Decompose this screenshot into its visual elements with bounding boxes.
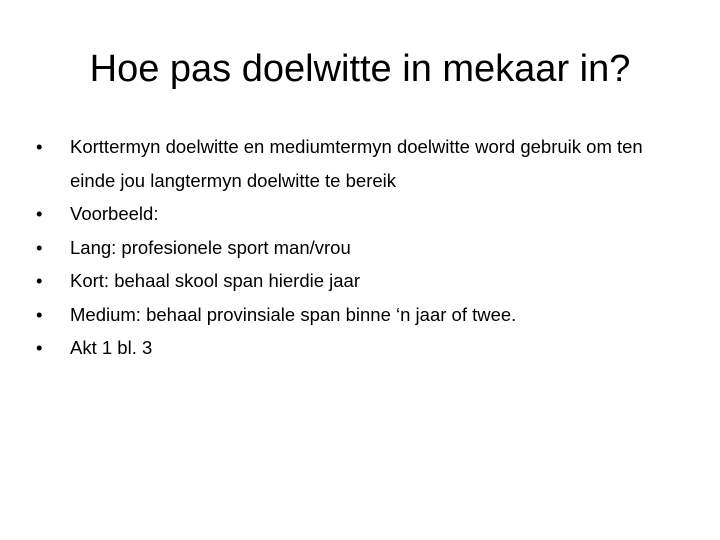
bullet-icon: • <box>36 203 43 224</box>
bullet-text: Akt 1 bl. 3 <box>70 337 153 358</box>
bullet-list <box>36 130 676 365</box>
bullet-icon: • <box>36 236 43 258</box>
bullet-text: Kort: behaal skool span hierdie jaar <box>70 270 361 291</box>
list-item <box>36 264 676 298</box>
list-item <box>36 331 676 365</box>
list-item <box>36 130 676 197</box>
bullet-icon: • <box>36 337 43 358</box>
bullet-icon: • <box>36 303 43 325</box>
bullet-text: Lang: profesionele sport man/vrou <box>70 236 351 258</box>
list-item <box>36 231 676 265</box>
bullet-text: Korttermyn doelwitte en mediumtermyn doelwitte word gebruik om ten einde jou langtermyn doelwitte te bereik <box>70 136 643 191</box>
slide-title: Hoe pas doelwitte in mekaar in? <box>89 48 631 90</box>
list-item <box>36 298 676 332</box>
bullet-text: Voorbeeld: <box>70 203 159 224</box>
bullet-icon: • <box>36 136 43 157</box>
bullet-text: Medium: behaal provinsiale span binne ‘n jaar of twee. <box>70 303 517 325</box>
list-item <box>36 197 676 231</box>
bullet-icon: • <box>36 270 43 291</box>
